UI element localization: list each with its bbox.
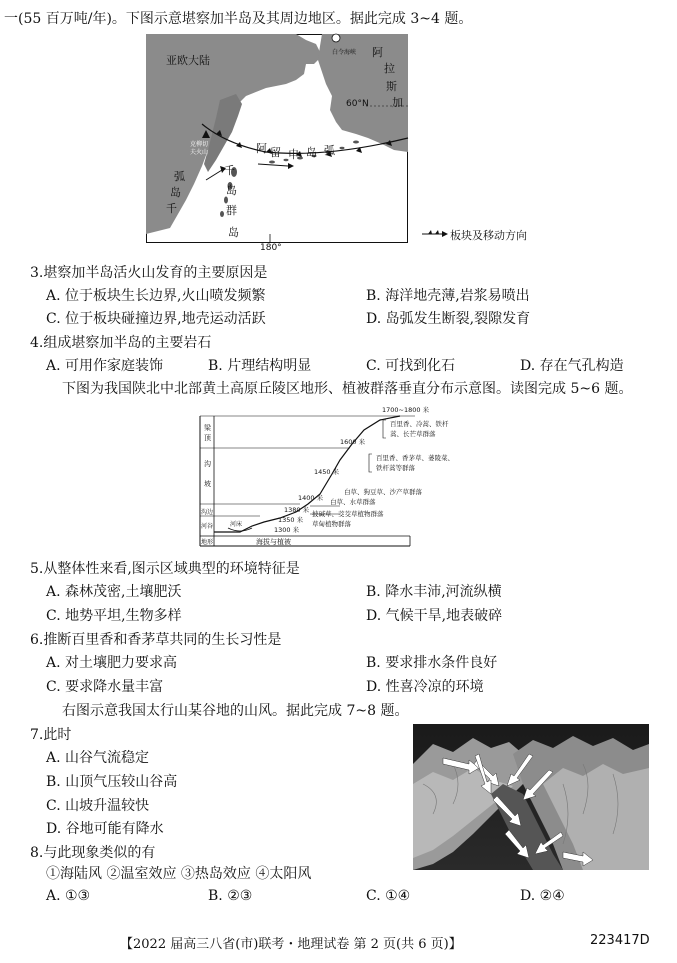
svg-text:千: 千 bbox=[166, 202, 177, 215]
svg-text:岛: 岛 bbox=[170, 186, 181, 199]
map-legend: 板块及移动方向 bbox=[450, 229, 527, 242]
svg-text:弧: 弧 bbox=[174, 170, 185, 183]
svg-text:加: 加 bbox=[392, 96, 403, 109]
intro3-text: 右图示意我国太行山某谷地的山风。据此完成 7~8 题。 bbox=[62, 703, 409, 719]
svg-text:岛: 岛 bbox=[228, 226, 239, 239]
kamchatka-map bbox=[146, 34, 408, 253]
q4-option-a: A. 可用作家庭装饰 bbox=[46, 358, 164, 374]
q8-option-a: A. ①③ bbox=[46, 888, 91, 904]
mountain-wind-image bbox=[413, 724, 649, 870]
svg-text:留: 留 bbox=[270, 146, 281, 159]
svg-text:千: 千 bbox=[224, 164, 235, 177]
svg-text:斯: 斯 bbox=[386, 80, 397, 93]
page-footer: 【2022 届高三八省(市)联考・地理试卷 第 2 页(共 6 页)】 bbox=[120, 937, 462, 952]
q8-option-d: D. ②④ bbox=[520, 888, 565, 904]
intro-text: 一(55 百万吨/年)。下图示意堪察加半岛及其周边地区。据此完成 3~4 题。 bbox=[4, 11, 473, 27]
q3-option-d: D. 岛弧发生断裂,裂隙发育 bbox=[366, 311, 531, 327]
community-pijian: 披碱草、茭茭草植物群落 bbox=[312, 510, 384, 518]
elev-1700: 1700~1800 米 bbox=[382, 406, 430, 414]
river-label: 河床 bbox=[230, 521, 243, 528]
loess-profile-diagram bbox=[200, 404, 530, 552]
zone-gouopo: 沟 坡 bbox=[204, 460, 211, 488]
q3-option-c: C. 位于板块碰撞边界,地壳运动活跃 bbox=[46, 311, 266, 327]
q4-option-d: D. 存在气孔构造 bbox=[520, 358, 624, 374]
q6-option-a: A. 对土壤肥力要求高 bbox=[46, 655, 178, 671]
elev-1400: 1400 米 bbox=[298, 494, 324, 502]
elev-1350: 1350 米 bbox=[278, 516, 304, 524]
community-caodian: 草甸植物群落 bbox=[312, 520, 351, 528]
q4-option-b: B. 片理结构明显 bbox=[208, 358, 312, 374]
q5-option-b: B. 降水丰沛,河流纵横 bbox=[366, 584, 502, 600]
label-volcano: 克柳切 夫火山 bbox=[190, 141, 209, 156]
svg-text:拉: 拉 bbox=[384, 62, 395, 75]
svg-text:岛: 岛 bbox=[306, 146, 317, 159]
q5-option-c: C. 地势平坦,生物多样 bbox=[46, 608, 182, 624]
q3-stem: 3.堪察加半岛活火山发育的主要原因是 bbox=[30, 265, 268, 281]
q7-option-a: A. 山谷气流稳定 bbox=[46, 750, 150, 766]
label-lon: 180° bbox=[260, 243, 282, 253]
q8-items: ①海陆风 ②温室效应 ③热岛效应 ④太阳风 bbox=[46, 866, 312, 882]
svg-text:阿: 阿 bbox=[256, 142, 267, 155]
label-lat: 60°N bbox=[346, 99, 369, 109]
q7-option-c: C. 山坡升温较快 bbox=[46, 798, 150, 814]
zone-hegu: 河谷 bbox=[201, 523, 214, 530]
profile-xlabel: 海拔与植被 bbox=[256, 538, 291, 546]
intro2-text: 下图为我国陕北中北部黄土高原丘陵区地形、植被群落垂直分布示意图。读图完成 5~6 题。 bbox=[62, 381, 633, 397]
elev-1300: 1300 米 bbox=[274, 526, 300, 534]
q4-stem: 4.组成堪察加半岛的主要岩石 bbox=[30, 335, 212, 351]
label-eurasia: 亚欧大陆 bbox=[166, 54, 210, 67]
elev-1450: 1450 米 bbox=[314, 468, 340, 476]
svg-text:弧: 弧 bbox=[324, 144, 335, 157]
paper-code: 223417D bbox=[590, 933, 650, 948]
q7-option-d: D. 谷地可能有降水 bbox=[46, 821, 164, 837]
q5-option-a: A. 森林茂密,土壤肥沃 bbox=[46, 584, 182, 600]
q6-option-d: D. 性喜冷凉的环境 bbox=[366, 679, 484, 695]
q8-option-b: B. ②③ bbox=[208, 888, 253, 904]
community-top: 百里香、冷蒿、铁杆 蒿、长芒草群落 bbox=[390, 420, 449, 438]
q8-stem: 8.与此现象类似的有 bbox=[30, 845, 156, 861]
svg-text:岛: 岛 bbox=[226, 184, 237, 197]
q5-option-d: D. 气候干旱,地表破碎 bbox=[366, 608, 503, 624]
svg-text:群: 群 bbox=[226, 204, 237, 217]
label-strait: 白令海峡 bbox=[332, 49, 357, 56]
elev-1600: 1600 米 bbox=[340, 438, 366, 446]
elev-1380: 1380 米 bbox=[284, 506, 310, 514]
q7-stem: 7.此时 bbox=[30, 727, 72, 743]
q4-option-c: C. 可找到化石 bbox=[366, 358, 456, 374]
zone-goubian: 沟边 bbox=[201, 509, 214, 516]
svg-text:申: 申 bbox=[288, 148, 299, 161]
community-shuicao: 白草、水草群落 bbox=[330, 498, 376, 506]
q5-stem: 5.从整体性来看,图示区域典型的环境特征是 bbox=[30, 561, 300, 577]
q3-option-a: A. 位于板块生长边界,火山喷发频繁 bbox=[46, 288, 266, 304]
map-legend-icon bbox=[420, 228, 450, 240]
q8-option-c: C. ①④ bbox=[366, 888, 411, 904]
q3-option-b: B. 海洋地壳薄,岩浆易喷出 bbox=[366, 288, 530, 304]
q6-stem: 6.推断百里香和香茅草共同的生长习性是 bbox=[30, 632, 282, 648]
svg-text:阿: 阿 bbox=[372, 46, 383, 59]
zone-liangding: 梁 顶 bbox=[204, 424, 211, 442]
community-baicao: 白草、狗豆草、沙产草群落 bbox=[344, 488, 422, 496]
q6-option-c: C. 要求降水量丰富 bbox=[46, 679, 164, 695]
q6-option-b: B. 要求排水条件良好 bbox=[366, 655, 498, 671]
community-slope: 百里香、香茅草、蒌陵菜、 铁杆蒿等群落 bbox=[376, 454, 454, 472]
zone-dixing: 地形 bbox=[201, 539, 214, 546]
q7-option-b: B. 山顶气压较山谷高 bbox=[46, 774, 178, 790]
